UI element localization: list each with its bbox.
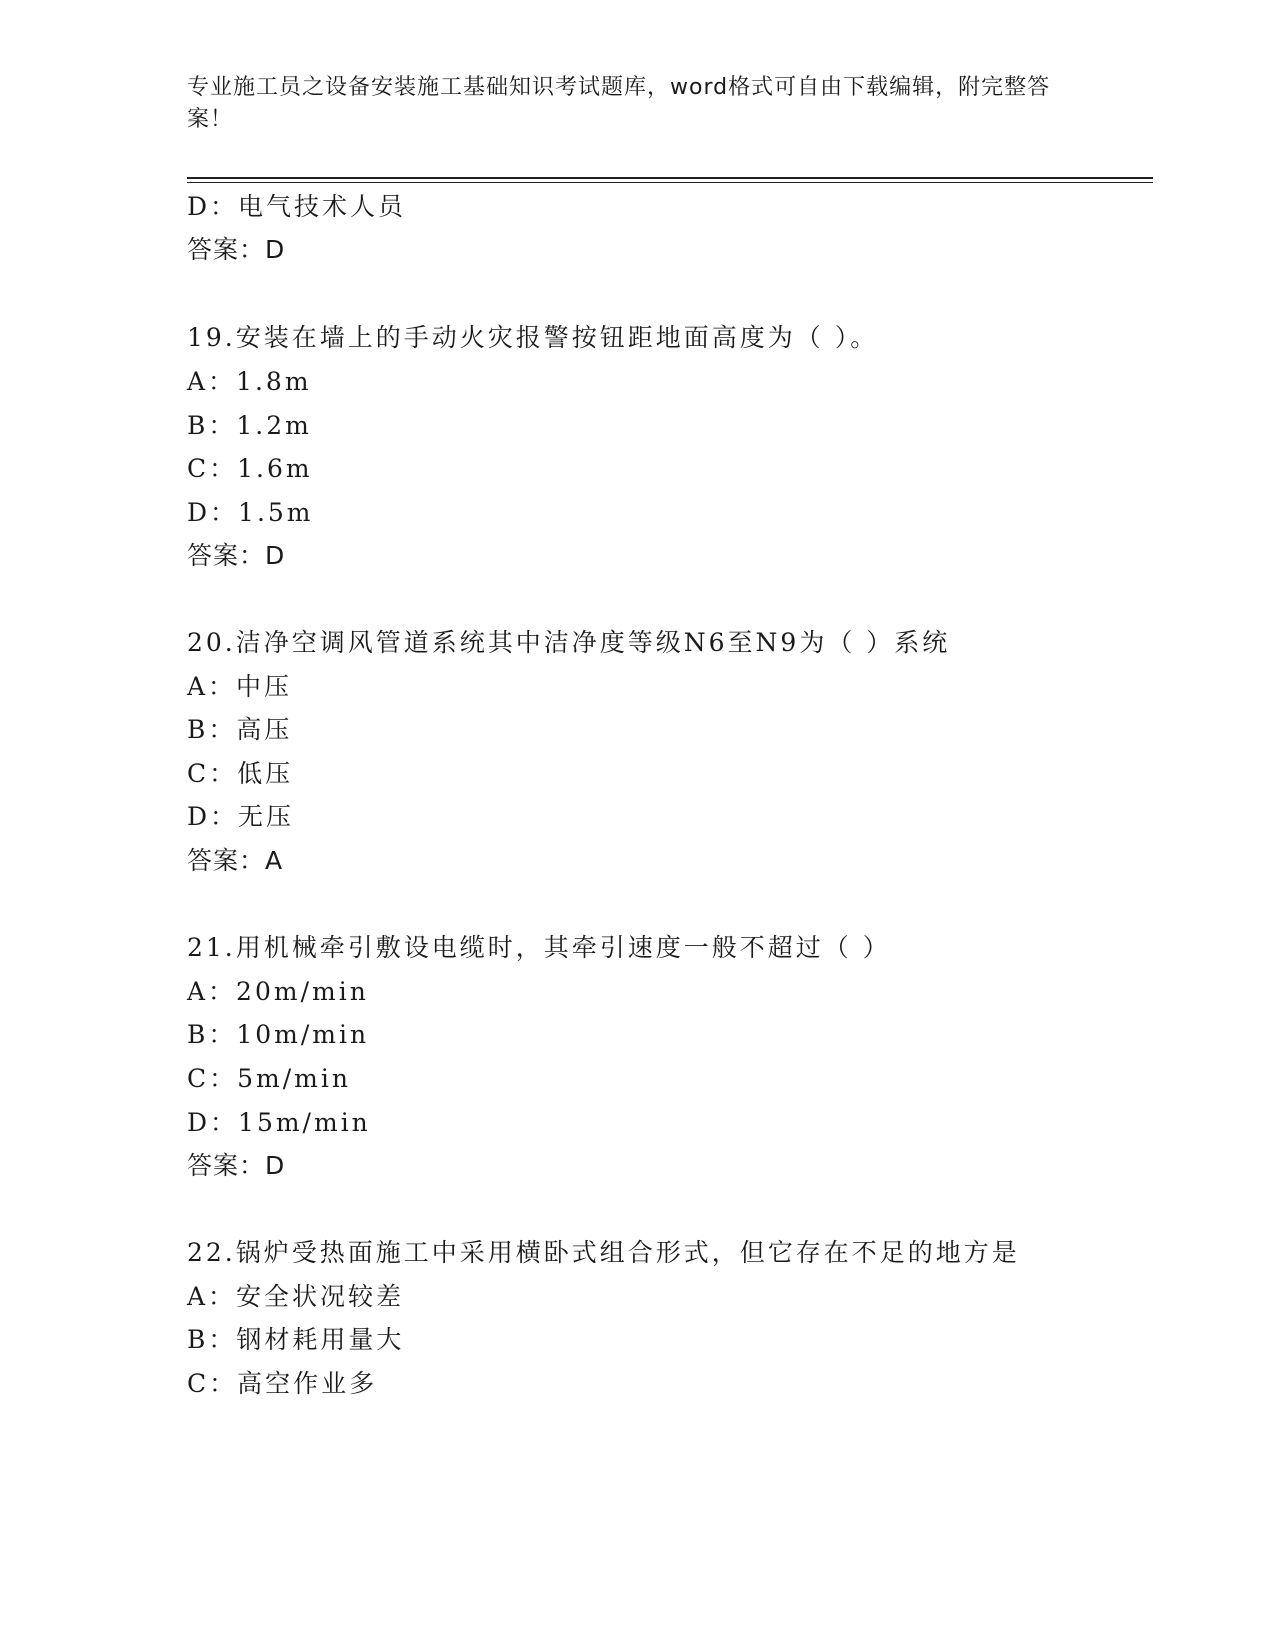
option-c-q19: C：1.6m — [187, 454, 313, 483]
question-19: 19.安装在墙上的手动火灾报警按钮距地面高度为（ ）。 — [187, 323, 879, 352]
option-c-q20: C：低压 — [187, 759, 294, 788]
answer-q18: 答案：D — [187, 235, 286, 264]
option-d-q19: D：1.5m — [187, 498, 314, 527]
question-20: 20.洁净空调风管道系统其中洁净度等级N6至N9为（ ）系统 — [187, 628, 951, 657]
header-divider-thin — [187, 182, 1153, 183]
option-b-q19: B：1.2m — [187, 411, 312, 440]
option-c-q22: C：高空作业多 — [187, 1369, 378, 1398]
option-a-q20: A：中压 — [187, 672, 293, 701]
option-c-q21: C：5m/min — [187, 1064, 351, 1093]
answer-q19: 答案：D — [187, 541, 286, 570]
question-22: 22.锅炉受热面施工中采用横卧式组合形式，但它存在不足的地方是 — [187, 1238, 1020, 1267]
option-a-q22: A：安全状况较差 — [187, 1282, 405, 1311]
option-b-q22: B：钢材耗用量大 — [187, 1325, 405, 1354]
answer-q21: 答案：D — [187, 1151, 286, 1180]
option-b-q21: B：10m/min — [187, 1020, 370, 1049]
option-d-q18: D：电气技术人员 — [187, 192, 407, 221]
document-header: 专业施工员之设备安装施工基础知识考试题库，word格式可自由下载编辑，附完整答案！ — [187, 75, 1051, 132]
option-d-q20: D：无压 — [187, 802, 295, 831]
option-a-q21: A：20m/min — [187, 977, 369, 1006]
option-d-q21: D：15m/min — [187, 1108, 371, 1137]
question-21: 21.用机械牵引敷设电缆时，其牵引速度一般不超过（ ） — [187, 933, 891, 962]
option-b-q20: B：高压 — [187, 715, 293, 744]
header-divider-thick — [187, 177, 1153, 179]
answer-q20: 答案：A — [187, 846, 284, 875]
option-a-q19: A：1.8m — [187, 367, 312, 396]
